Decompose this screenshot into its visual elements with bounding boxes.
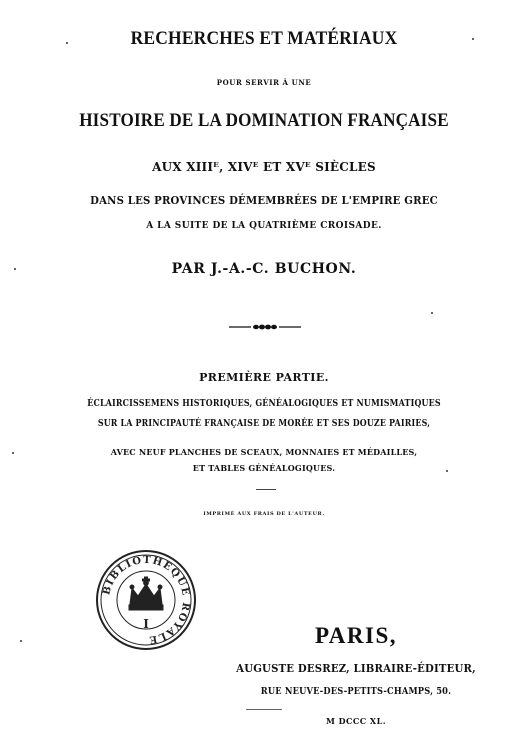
svg-text:I: I <box>143 617 149 631</box>
ornamental-rule <box>229 323 301 331</box>
pour-servir-line: POUR SERVIR À UNE <box>216 78 312 87</box>
publisher-line: AUGUSTE DESREZ, LIBRAIRE-ÉDITEUR, <box>236 662 476 675</box>
crown-icon <box>129 577 163 610</box>
publication-city: PARIS, <box>314 623 398 648</box>
eclaircissemens-line: ÉCLAIRCISSEMENS HISTORIQUES, GÉNÉALOGIQUES ET NUMISMATIQUES <box>87 399 441 409</box>
principaute-line: SUR LA PRINCIPAUTÉ FRANÇAISE DE MORÉE ET SES DOUZE PAIRIES, <box>97 419 431 429</box>
address-line: RUE NEUVE-DES-PETITS-CHAMPS, 50. <box>260 687 452 697</box>
short-divider <box>256 489 276 490</box>
planches-line: AVEC NEUF PLANCHES DE SCEAUX, MONNAIES ET MÉDAILLES, <box>110 447 418 457</box>
author-line: PAR J.-A.-C. BUCHON. <box>171 261 357 277</box>
imprint-note: IMPRIMÉ AUX FRAIS DE L'AUTEUR. <box>203 511 325 517</box>
svg-text:BIBLIOTHEQUE ROYALE: BIBLIOTHEQUE ROYALE <box>101 554 192 646</box>
part-heading: PREMIÈRE PARTIE. <box>199 371 329 384</box>
publication-year: M DCCC XL. <box>325 716 387 726</box>
tables-line: ET TABLES GÉNÉALOGIQUES. <box>192 463 336 473</box>
histoire-line: HISTOIRE DE LA DOMINATION FRANÇAISE <box>79 110 449 131</box>
book-title: RECHERCHES ET MATÉRIAUX <box>130 28 398 49</box>
provinces-line: DANS LES PROVINCES DÉMEMBRÉES DE L'EMPIRE GREC <box>90 194 438 207</box>
year-divider <box>246 709 282 710</box>
siecles-line: AUX XIIIᴱ, XIVᴱ ET XVᴱ SIÈCLES <box>152 160 376 174</box>
croisade-line: A LA SUITE DE LA QUATRIÈME CROISADE. <box>146 221 382 231</box>
